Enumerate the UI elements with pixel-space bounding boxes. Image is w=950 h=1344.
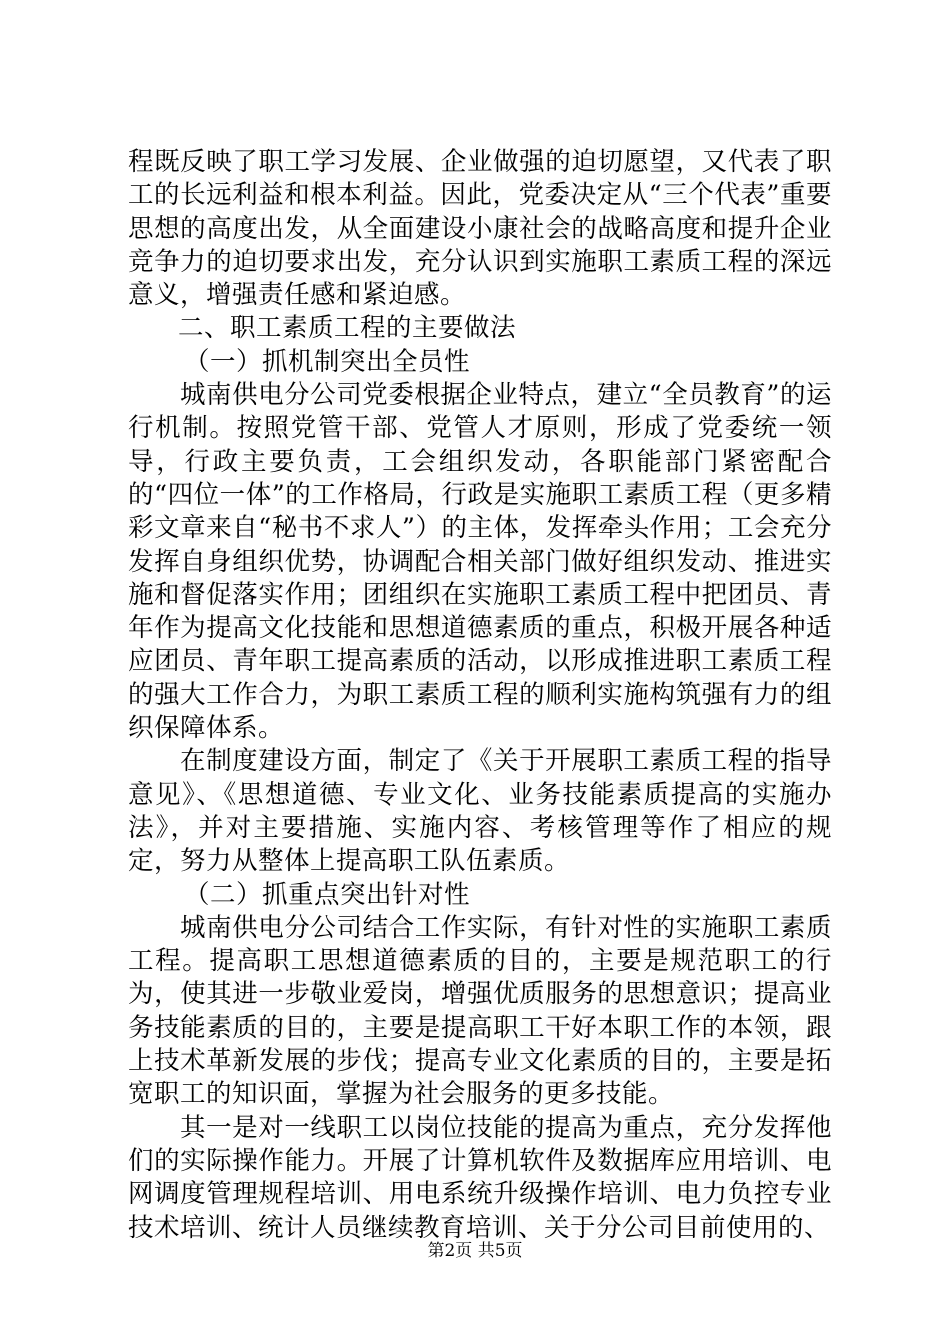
subsection-heading-1: （一）抓机制突出全员性 [184,346,471,377]
subsection-heading-2: （二）抓重点突出针对性 [184,879,471,910]
paragraph-continued: 程既反映了职工学习发展、企业做强的迫切愿望，又代表了职工的长远利益和根本利益。因此，党委决定从“三个代表”重要思想的高度出发，从全面建设小康社会的战略高度和提升企业竞争力的迫切要求出发，充分认识到实施职工素质工程的深远意义，增强责任感和紧迫感。 [128,147,832,311]
paragraph-frontline-workers: 其一是对一线职工以岗位技能的提高为重点，充分发挥他们的实际操作能力。开展了计算机软件及数据库应用培训、电网调度管理规程培训、用电系统升级操作培训、电力负控专业技术培训、统计人员继续教育培训、关于分公司目前使用的、 [128,1112,832,1243]
paragraph-mechanism: 城南供电分公司党委根据企业特点，建立“全员教育”的运行机制。按照党管干部、党管人才原则，形成了党委统一领导，行政主要负责，工会组织发动，各职能部门紧密配合的“四位一体”的工作格局，行政是实施职工素质工程（更多精彩文章来自“秘书不求人”）的主体，发挥牵头作用；工会充分发挥自身组织优势，协调配合相关部门做好组织发动、推进实施和督促落实作用；团组织在实施职工素质工程中把团员、青年作为提高文化技能和思想道德素质的重点，积极开展各种适应团员、青年职工提高素质的活动，以形成推进职工素质工程的强大工作合力，为职工素质工程的顺利实施构筑强有力的组织保障体系。 [128,380,832,744]
section-heading: 二、职工素质工程的主要做法 [178,313,517,344]
document-body [128,146,832,1245]
paragraph-system-building: 在制度建设方面，制定了《关于开展职工素质工程的指导意见》、《思想道德、专业文化、业务技能素质提高的实施办法》，并对主要措施、实施内容、考核管理等作了相应的规定，努力从整体上提高职工队伍素质。 [128,746,832,877]
paragraph-focus: 城南供电分公司结合工作实际，有针对性的实施职工素质工程。提高职工思想道德素质的目的，主要是规范职工的行为，使其进一步敬业爱岗，增强优质服务的思想意识；提高业务技能素质的目的，主要是提高职工干好本职工作的本领，跟上技术革新发展的步伐；提高专业文化素质的目的，主要是拓宽职工的知识面，掌握为社会服务的更多技能。 [128,912,832,1110]
page-number-footer: 第2页 共5页 [427,1241,523,1261]
